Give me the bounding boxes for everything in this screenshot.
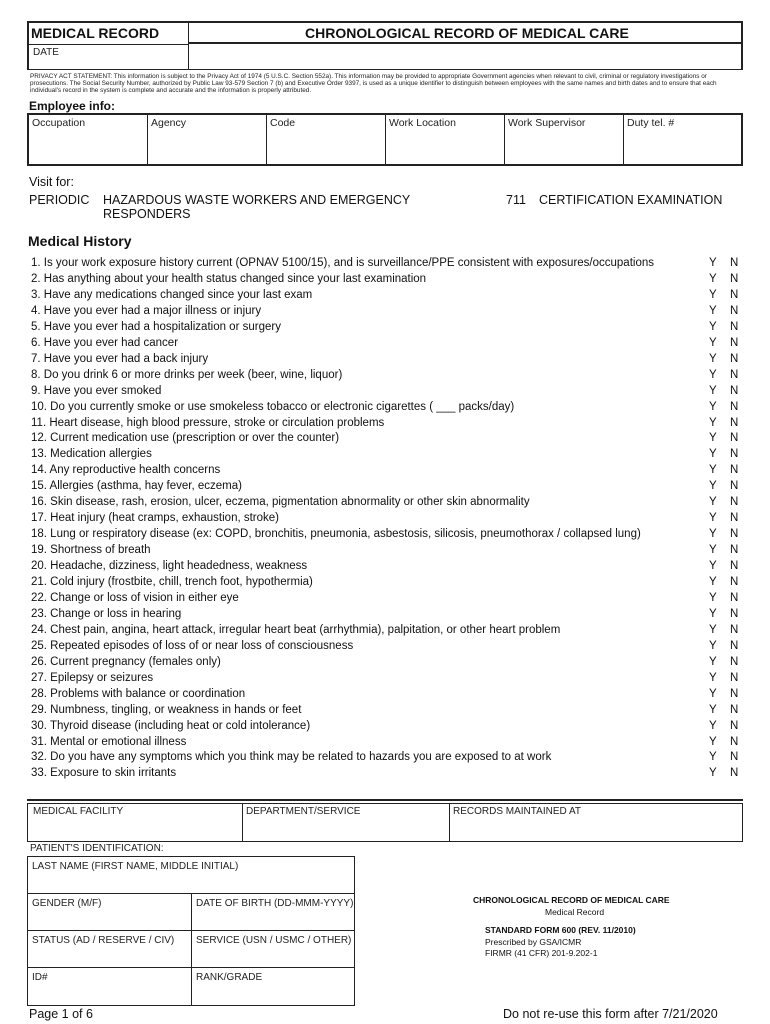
standard-form-number: STANDARD FORM 600 (REV. 11/2010) xyxy=(485,925,636,935)
status-field[interactable] xyxy=(29,948,189,965)
occupation-field[interactable] xyxy=(29,131,145,163)
medical-record-title: MEDICAL RECORD xyxy=(31,25,160,41)
history-question: 32. Do you have any symptoms which you think may be related to hazards you are exposed to at work xyxy=(31,751,552,764)
no-option[interactable]: N xyxy=(730,671,739,684)
history-question: 24. Chest pain, angina, heart attack, irregular heart beat (arrhythmia), palpitation, or other heart problem xyxy=(31,623,561,636)
yes-option[interactable]: Y xyxy=(709,655,717,668)
page-number: Page 1 of 6 xyxy=(29,1007,93,1021)
no-option[interactable]: N xyxy=(730,400,739,413)
prescribed-by: Prescribed by GSA/ICMR xyxy=(485,937,582,947)
no-option[interactable]: N xyxy=(730,703,739,716)
history-question: 33. Exposure to skin irritants xyxy=(31,767,177,780)
yes-option[interactable]: Y xyxy=(709,416,717,429)
employee-col-divider xyxy=(504,113,505,166)
history-question: 22. Change or loss of vision in either eye xyxy=(31,591,239,604)
history-question: 15. Allergies (asthma, hay fever, eczema) xyxy=(31,480,242,493)
no-option[interactable]: N xyxy=(730,655,739,668)
history-question: 21. Cold injury (frostbite, chill, trench foot, hypothermia) xyxy=(31,576,313,588)
yes-option[interactable]: Y xyxy=(709,560,717,573)
department-service-label: DEPARTMENT/SERVICE xyxy=(246,806,361,817)
yes-option[interactable]: Y xyxy=(709,272,717,285)
no-option[interactable]: N xyxy=(730,735,739,748)
no-option[interactable]: N xyxy=(730,687,739,700)
no-option[interactable]: N xyxy=(730,623,739,636)
yes-option[interactable]: Y xyxy=(709,336,717,349)
id-label: ID# xyxy=(32,972,48,983)
duty-tel-field[interactable] xyxy=(625,131,741,163)
header-divider xyxy=(188,21,189,70)
history-question: 18. Lung or respiratory disease (ex: COPD, bronchitis, pneumonia, asbestosis, silicosis, pneumothorax / collapsed lung) xyxy=(31,528,641,541)
last-name-label: LAST NAME (FIRST NAME, MIDDLE INITIAL) xyxy=(32,861,239,872)
no-option[interactable]: N xyxy=(730,432,739,445)
hazardous-waste-line2: RESPONDERS xyxy=(103,207,191,221)
no-option[interactable]: N xyxy=(730,464,739,477)
no-option[interactable]: N xyxy=(730,368,739,381)
yes-option[interactable]: Y xyxy=(709,767,717,780)
no-option[interactable]: N xyxy=(730,257,739,269)
no-option[interactable]: N xyxy=(730,384,739,397)
occupation-label: Occupation xyxy=(32,117,86,129)
yes-option[interactable]: Y xyxy=(709,544,717,557)
header-underline xyxy=(27,44,188,45)
yes-option[interactable]: Y xyxy=(709,320,717,333)
history-question: 8. Do you drink 6 or more drinks per week (beer, wine, liquor) xyxy=(31,368,343,381)
work-location-label: Work Location xyxy=(389,117,456,129)
history-question: 5. Have you ever had a hospitalization or surgery xyxy=(31,320,281,333)
hazardous-waste-line1: HAZARDOUS WASTE WORKERS AND EMERGENCY xyxy=(103,193,411,207)
yes-option[interactable]: Y xyxy=(709,528,717,541)
employee-info-heading: Employee info: xyxy=(29,99,116,113)
reuse-notice: Do not re-use this form after 7/21/2020 xyxy=(503,1007,718,1021)
dob-field[interactable] xyxy=(193,911,353,928)
history-question: 29. Numbness, tingling, or weakness in hands or feet xyxy=(31,703,302,716)
date-label: DATE xyxy=(33,47,59,58)
yes-option[interactable]: Y xyxy=(709,671,717,684)
form-info-title: CHRONOLOGICAL RECORD OF MEDICAL CARE xyxy=(473,895,670,905)
history-question: 26. Current pregnancy (females only) xyxy=(31,655,221,668)
history-question: 13. Medication allergies xyxy=(31,448,152,461)
yes-option[interactable]: Y xyxy=(709,687,717,700)
no-option[interactable]: N xyxy=(730,448,739,461)
header-underline-right xyxy=(188,42,743,44)
yes-option[interactable]: Y xyxy=(709,591,717,604)
history-question: 3. Have any medications changed since your last exam xyxy=(31,288,313,301)
history-question: 20. Headache, dizziness, light headedness, weakness xyxy=(31,560,308,573)
no-option[interactable]: N xyxy=(730,751,739,764)
yes-option[interactable]: Y xyxy=(709,257,717,269)
service-label: SERVICE (USN / USMC / OTHER) xyxy=(196,935,352,946)
no-option[interactable]: N xyxy=(730,352,739,365)
yes-option[interactable]: Y xyxy=(709,719,717,732)
patient-identification-heading: PATIENT'S IDENTIFICATION: xyxy=(30,843,164,854)
rank-grade-field[interactable] xyxy=(193,985,353,1004)
facility-divider xyxy=(449,803,450,842)
date-field[interactable] xyxy=(30,58,186,68)
yes-option[interactable]: Y xyxy=(709,368,717,381)
yes-option[interactable]: Y xyxy=(709,639,717,652)
history-question: 14. Any reproductive health concerns xyxy=(31,464,221,477)
no-option[interactable]: N xyxy=(730,320,739,333)
no-option[interactable]: N xyxy=(730,288,739,301)
history-question: 7. Have you ever had a back injury xyxy=(31,352,209,365)
no-option[interactable]: N xyxy=(730,639,739,652)
history-question: 30. Thyroid disease (including heat or cold intolerance) xyxy=(31,719,311,732)
department-service-field[interactable] xyxy=(244,820,447,840)
employee-col-divider xyxy=(147,113,148,166)
yes-option[interactable]: Y xyxy=(709,480,717,493)
history-question: 19. Shortness of breath xyxy=(31,544,151,557)
yes-option[interactable]: Y xyxy=(709,496,717,509)
history-question: 10. Do you currently smoke or use smokeless tobacco or electronic cigarettes ( ___ packs/day) xyxy=(31,400,515,413)
employee-col-divider xyxy=(385,113,386,166)
yes-option[interactable]: Y xyxy=(709,304,717,317)
duty-tel-label: Duty tel. # xyxy=(627,117,675,129)
history-question: 27. Epilepsy or seizures xyxy=(31,671,154,684)
medical-history-heading: Medical History xyxy=(28,233,132,249)
no-option[interactable]: N xyxy=(730,336,739,349)
yes-option[interactable]: Y xyxy=(709,512,717,525)
no-option[interactable]: N xyxy=(730,591,739,604)
no-option[interactable]: N xyxy=(730,304,739,317)
yes-option[interactable]: Y xyxy=(709,464,717,477)
yes-option[interactable]: Y xyxy=(709,735,717,748)
periodic-option[interactable]: PERIODIC xyxy=(29,193,90,207)
code-label: Code xyxy=(270,117,296,129)
history-question: 1. Is your work exposure history current (OPNAV 5100/15), and is surveillance/PPE consistent with exposures/occupations xyxy=(31,257,654,269)
no-option[interactable]: N xyxy=(730,416,739,429)
facility-divider xyxy=(242,803,243,842)
medical-facility-label: MEDICAL FACILITY xyxy=(33,806,124,817)
history-question: 28. Problems with balance or coordination xyxy=(31,687,246,700)
no-option[interactable]: N xyxy=(730,719,739,732)
work-location-field[interactable] xyxy=(387,131,502,163)
history-question: 16. Skin disease, rash, erosion, ulcer, eczema, pigmentation abnormality or other skin abnormality xyxy=(31,496,530,509)
yes-option[interactable]: Y xyxy=(709,400,717,413)
history-question: 23. Change or loss in hearing xyxy=(31,607,182,620)
history-question: 2. Has anything about your health status changed since your last examination xyxy=(31,272,427,285)
service-field[interactable] xyxy=(193,948,353,965)
agency-label: Agency xyxy=(151,117,187,129)
dob-label: DATE OF BIRTH (DD-MMM-YYYY) xyxy=(196,898,354,909)
patient-col-divider xyxy=(191,893,192,1006)
rank-grade-label: RANK/GRADE xyxy=(196,972,263,983)
yes-option[interactable]: Y xyxy=(709,288,717,301)
work-supervisor-label: Work Supervisor xyxy=(508,117,586,129)
no-option[interactable]: N xyxy=(730,528,739,541)
yes-option[interactable]: Y xyxy=(709,432,717,445)
history-question: 6. Have you ever had cancer xyxy=(31,336,179,349)
records-maintained-field[interactable] xyxy=(451,820,741,840)
employee-col-divider xyxy=(623,113,624,166)
no-option[interactable]: N xyxy=(730,607,739,620)
no-option[interactable]: N xyxy=(730,544,739,557)
no-option[interactable]: N xyxy=(730,560,739,573)
history-question: 9. Have you ever smoked xyxy=(31,384,162,397)
no-option[interactable]: N xyxy=(730,767,739,780)
certification-examination: CERTIFICATION EXAMINATION xyxy=(539,193,723,207)
exam-code: 711 xyxy=(506,193,526,207)
chronological-record-title: CHRONOLOGICAL RECORD OF MEDICAL CARE xyxy=(305,25,629,41)
history-question: 17. Heat injury (heat cramps, exhaustion, stroke) xyxy=(31,512,280,525)
gender-field[interactable] xyxy=(29,911,189,928)
no-option[interactable]: N xyxy=(730,272,739,285)
form-info-subtitle: Medical Record xyxy=(545,907,605,917)
status-label: STATUS (AD / RESERVE / CIV) xyxy=(32,935,175,946)
last-name-field[interactable] xyxy=(29,874,353,891)
medical-facility-field[interactable] xyxy=(29,820,240,840)
yes-option[interactable]: Y xyxy=(709,576,717,588)
history-question: 12. Current medication use (prescription or over the counter) xyxy=(31,432,340,445)
yes-option[interactable]: Y xyxy=(709,703,717,716)
privacy-act-statement: PRIVACY ACT STATEMENT: This information is subject to the Privacy Act of 1974 (5 U.S.C. Section 552a). This information may be provided to appropriate Government agencies when relevant to civil, criminal or regulatory investigations or prosecutions. The Social Security Number, authorized by Public Law 93-579 Section 7 (b) and Executive Order 9397, is used as a unique identifier to distinguish between employees with the same names and birth dates and to ensure that each individual's record in the system is complete and accurate and the information is properly attributed. xyxy=(30,73,717,95)
history-question: 11. Heart disease, high blood pressure, stroke or circulation problems xyxy=(31,416,385,429)
yes-option[interactable]: Y xyxy=(709,448,717,461)
code-field[interactable] xyxy=(268,131,383,163)
employee-col-divider xyxy=(266,113,267,166)
no-option[interactable]: N xyxy=(730,576,739,588)
no-option[interactable]: N xyxy=(730,496,739,509)
yes-option[interactable]: Y xyxy=(709,352,717,365)
yes-option[interactable]: Y xyxy=(709,607,717,620)
facility-top-rule xyxy=(27,799,743,801)
records-maintained-label: RECORDS MAINTAINED AT xyxy=(453,806,581,817)
yes-option[interactable]: Y xyxy=(709,623,717,636)
history-question: 25. Repeated episodes of loss of or near loss of consciousness xyxy=(31,639,354,652)
history-question: 31. Mental or emotional illness xyxy=(31,735,187,748)
firmr-reference: FIRMR (41 CFR) 201-9.202-1 xyxy=(485,948,598,958)
yes-option[interactable]: Y xyxy=(709,384,717,397)
visit-for-label: Visit for: xyxy=(29,175,74,189)
gender-label: GENDER (M/F) xyxy=(32,898,102,909)
work-supervisor-field[interactable] xyxy=(506,131,621,163)
no-option[interactable]: N xyxy=(730,480,739,493)
agency-field[interactable] xyxy=(149,131,264,163)
no-option[interactable]: N xyxy=(730,512,739,525)
yes-option[interactable]: Y xyxy=(709,751,717,764)
id-field[interactable] xyxy=(29,985,189,1004)
history-question: 4. Have you ever had a major illness or injury xyxy=(31,304,262,317)
